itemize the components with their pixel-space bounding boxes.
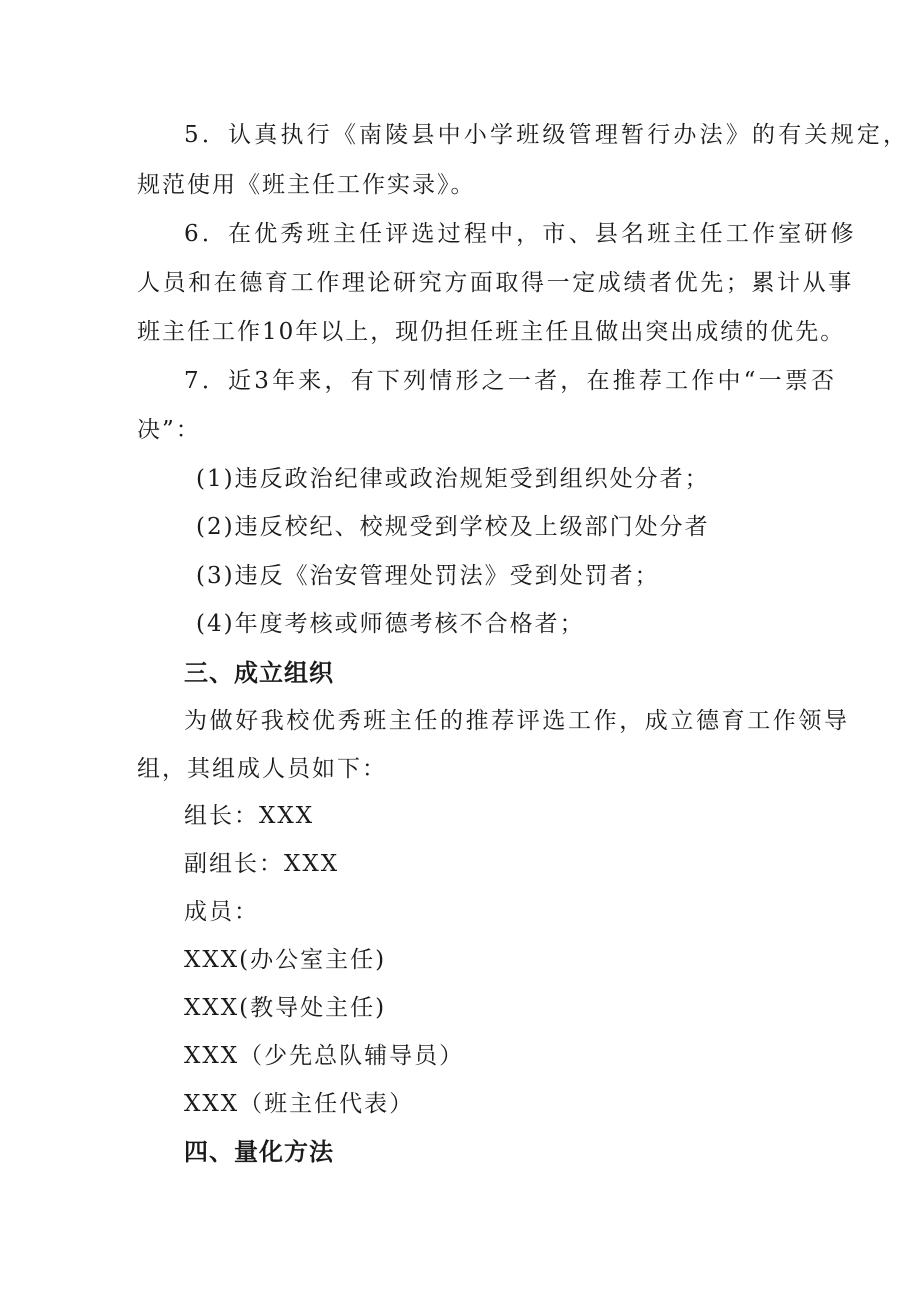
section3-intro-line1: 为做好我校优秀班主任的推荐评选工作，成立德育工作领导 — [184, 708, 850, 734]
item6-line3: 班主任工作10年以上，现仍担任班主任且做出突出成绩的优先。 — [137, 319, 846, 345]
item7-sub2: (2)违反校纪、校规受到学校及上级部门处分者 — [196, 514, 710, 540]
item7-sub3: (3)违反《治安管理处罚法》受到处罚者； — [196, 563, 660, 589]
member-pioneer-counselor: XXX（少先总队辅导员） — [184, 1043, 465, 1069]
section3-intro-line2: 组，其组成人员如下： — [137, 756, 387, 782]
item5-line1: 5．认真执行《南陵县中小学班级管理暂行办法》的有关规定， — [184, 122, 910, 148]
leader-line: 组长：XXX — [184, 803, 315, 829]
member-office-director: XXX(办公室主任) — [184, 947, 387, 973]
item7-line2: 决”： — [137, 417, 201, 443]
item7-sub4: (4)年度考核或师德考核不合格者； — [196, 611, 585, 637]
item7-sub1: (1)违反政治纪律或政治规矩受到组织处分者； — [196, 466, 710, 492]
item6-line1: 6．在优秀班主任评选过程中，市、县名班主任工作室研修 — [184, 221, 857, 247]
item7-line1: 7．近3年来，有下列情形之一者，在推荐工作中“一票否 — [184, 368, 838, 394]
section4-heading: 四、量化方法 — [184, 1138, 334, 1166]
item6-line2: 人员和在德育工作理论研究方面取得一定成绩者优先；累计从事 — [137, 270, 854, 296]
item5-line2: 规范使用《班主任工作实录》。 — [137, 172, 476, 198]
deputy-leader-line: 副组长：XXX — [184, 851, 340, 877]
members-label: 成员： — [184, 899, 259, 925]
member-academic-director: XXX(教导处主任) — [184, 995, 387, 1021]
section3-heading: 三、成立组织 — [184, 659, 334, 687]
member-class-teacher-rep: XXX（班主任代表） — [184, 1091, 415, 1117]
